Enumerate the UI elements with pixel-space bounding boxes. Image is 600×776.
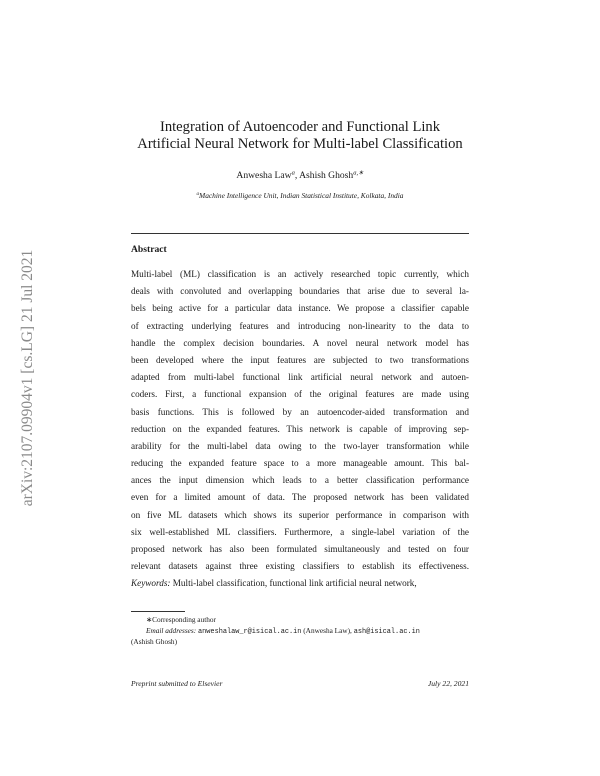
abstract-line: proposed network has also been formulated simultaneously and tested on four: [131, 544, 469, 554]
author-affiliation-mark: a,∗: [353, 169, 364, 177]
abstract-line: relevant datasets against three existing classifiers to establish its effectiveness.: [131, 561, 469, 572]
keywords-text: Multi-label classification, functional link artificial neural network,: [170, 578, 417, 589]
arxiv-identifier-stamp: [18, 196, 38, 560]
paper-title: [120, 119, 480, 153]
author-list: [120, 170, 480, 181]
abstract-line: bels being active for a particular data instance. We propose a classifier capable: [131, 303, 469, 314]
abstract-line: arability for the multi-label data owing to the two-layer transformation while: [131, 440, 469, 451]
email-note: [131, 626, 469, 638]
title-line-1: Integration of Autoencoder and Functional Link: [159, 119, 441, 135]
abstract-top-rule: [131, 233, 469, 234]
affiliation-mark: a: [196, 192, 200, 198]
abstract-line: Multi-label (ML) classification is an actively researched topic currently, which: [131, 269, 469, 279]
abstract-heading: Abstract: [131, 244, 167, 255]
keywords-line: [131, 575, 469, 592]
affiliation: [120, 191, 480, 200]
footnote-rule: [131, 611, 185, 612]
abstract-line: adapted from multi-label functional link artificial neural network and autoen-: [131, 372, 469, 383]
author-separator: ,: [294, 170, 300, 181]
abstract-line: even for a limited amount of data. The proposed network has been validated: [131, 492, 469, 503]
abstract-line: been developed where the input features are subjected to two transformations: [131, 354, 469, 365]
abstract-line: of extracting underlying features and introducing non-linearity to the data to: [131, 320, 469, 331]
abstract-line: coders. First, a functional expansion of the original features are made using: [131, 389, 469, 400]
email-label: Email addresses:: [146, 625, 197, 635]
affiliation-text: Machine Intelligence Unit, Indian Statistical Institute, Kolkata, India: [199, 191, 404, 200]
abstract-line: reduction on the expanded features. This network is capable of improving sep-: [131, 423, 469, 434]
abstract-line: handle the complex decision boundaries. A novel neural network model has: [131, 337, 469, 348]
abstract-line: deals with convoluted and overlapping boundaries that arise due to several la-: [131, 286, 469, 297]
footnotes: [131, 615, 469, 648]
email-owner: (Anwesha Law),: [301, 625, 354, 635]
abstract-line: on five ML datasets which shows its superior performance in comparison with: [131, 509, 469, 520]
author-name: Anwesha Law: [236, 170, 292, 181]
author-name: Ashish Ghosh: [299, 170, 354, 181]
email-link[interactable]: ash@isical.ac.in: [353, 627, 420, 636]
email-link[interactable]: anweshalaw_r@isical.ac.in: [198, 627, 302, 636]
author-affiliation-mark: a: [291, 169, 295, 177]
page-footer: [131, 679, 469, 688]
email-owner: (Ashish Ghosh): [131, 637, 178, 647]
abstract-line: six well-established ML classifiers. Furthermore, a single-label variation of the: [131, 526, 469, 537]
abstract-line: basis functions. This is followed by an autoencoder-aided transformation and: [131, 406, 469, 417]
abstract-line: ances the input dimension which leads to a better classification performance: [131, 475, 469, 486]
corresponding-author-note: ∗Corresponding author: [146, 615, 216, 624]
title-line-2: Artificial Neural Network for Multi-label Classification: [137, 136, 463, 152]
abstract-body: [131, 266, 469, 593]
abstract-line: reducing the expanded feature space to a more manageable amount. This bal-: [131, 458, 469, 469]
preprint-note: Preprint submitted to Elsevier: [131, 679, 223, 688]
keywords-label: Keywords:: [131, 578, 171, 589]
footer-date: July 22, 2021: [427, 679, 469, 688]
arxiv-identifier-text: arXiv:2107.09904v1 [cs.LG] 21 Jul 2021: [19, 249, 36, 507]
